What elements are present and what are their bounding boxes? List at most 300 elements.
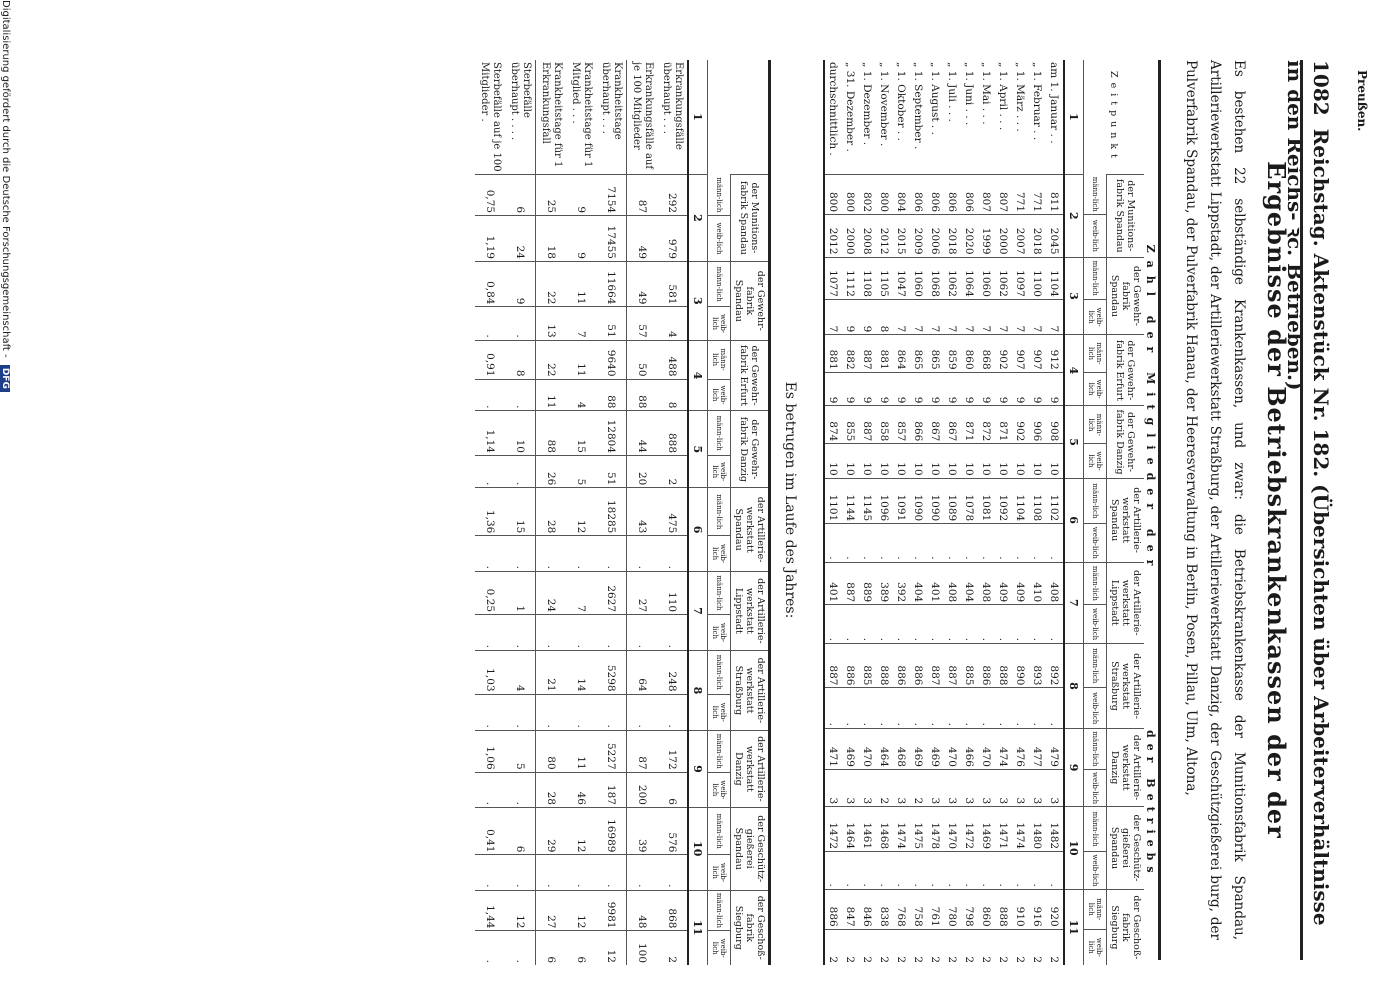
group-header: der Artillerie-werkstatt Lippstadt	[731, 571, 770, 650]
table-cell: 9	[566, 175, 596, 216]
table-cell: 1078	[961, 478, 978, 524]
table-cell: .	[910, 524, 927, 562]
row-label: „ 1. August . .	[929, 62, 942, 135]
table-cell: .	[475, 536, 505, 572]
table-cell: 11	[536, 379, 567, 411]
table-cell: 14	[566, 650, 596, 694]
table-row	[566, 60, 596, 965]
sub-header-female: weib-lich	[708, 931, 731, 965]
table-cell: 9	[824, 372, 842, 406]
row-label: Sterbefälle auf je 100 Mitglieder .	[479, 62, 502, 172]
table-cell: 292	[657, 175, 688, 216]
table-cell: 7	[1046, 299, 1064, 334]
table-cell: 2007	[1012, 215, 1029, 257]
row-label: am 1. Januar . .	[1048, 62, 1061, 144]
table-cell: 6	[566, 931, 596, 965]
table-cell: 885	[961, 644, 978, 688]
row-label: „ 1. Dezember .	[861, 62, 874, 146]
table-cell: 800	[842, 175, 859, 215]
column-number: 8	[1064, 644, 1084, 729]
table-cell: 9	[978, 372, 995, 406]
table-cell: 13	[536, 307, 567, 340]
column-number: 2	[1064, 175, 1084, 258]
table-cell: 15	[505, 488, 536, 536]
membership-table	[823, 60, 1157, 965]
table-cell: 7	[566, 307, 596, 340]
table-cell: 872	[978, 406, 995, 444]
group-header: der Geschoß-fabrik Siegburg	[731, 890, 770, 965]
table-cell: 9	[842, 372, 859, 406]
table-cell: 4	[566, 379, 596, 411]
table-cell: 11	[566, 340, 596, 379]
table-cell: 1	[505, 571, 536, 614]
table-cell: .	[859, 688, 876, 729]
table-cell: 800	[876, 175, 893, 215]
table-cell: .	[505, 772, 536, 807]
table-cell: 87	[627, 730, 658, 772]
zeitpunkt-header: Zeitpunkt	[1084, 60, 1145, 175]
table-cell: 807	[995, 175, 1012, 215]
row-label: „ 1. September .	[912, 62, 925, 150]
table-cell: 479	[1046, 728, 1064, 769]
table-cell: 22	[536, 340, 567, 379]
table-cell: 2008	[859, 215, 876, 257]
table-row	[893, 60, 910, 965]
table-cell: 172	[657, 730, 688, 772]
table-cell: .	[859, 852, 876, 890]
table-cell: 9	[995, 372, 1012, 406]
table-top-rule	[1158, 60, 1161, 960]
table-cell: 10	[876, 444, 893, 478]
column-number: 3	[1064, 257, 1084, 335]
sub-header-male: männ-lich	[1084, 406, 1107, 444]
table-cell: .	[927, 688, 944, 729]
table-cell: 401	[927, 562, 944, 605]
table-cell: 1482	[1046, 807, 1064, 852]
table-cell: 3	[978, 769, 995, 806]
table-cell: 12	[566, 488, 596, 536]
table-cell: .	[627, 536, 658, 572]
table-cell: 3	[995, 769, 1012, 806]
table-cell: 10	[1046, 444, 1064, 478]
table-cell: 9	[961, 372, 978, 406]
table-cell: 871	[961, 406, 978, 444]
table-cell: 17455	[596, 216, 627, 262]
table-cell: 858	[876, 406, 893, 444]
table-cell: 466	[961, 728, 978, 769]
table-cell: 10	[1029, 444, 1046, 478]
table-cell: 1999	[978, 215, 995, 257]
table-cell: .	[1046, 524, 1064, 562]
sub-header-female: weib-lich	[708, 379, 731, 411]
table-cell: 912	[1046, 335, 1064, 372]
table-cell: 80	[536, 730, 567, 772]
table-cell: 88	[536, 411, 567, 456]
table-cell: 889	[859, 562, 876, 605]
table-cell: .	[978, 688, 995, 729]
table-cell: 10	[978, 444, 995, 478]
table-cell: 1062	[944, 257, 961, 299]
table-cell: 2	[1012, 929, 1029, 965]
table-cell: 855	[842, 406, 859, 444]
column-number: 10	[688, 807, 708, 890]
table-cell: .	[944, 524, 961, 562]
table-cell: 7	[978, 299, 995, 334]
table-row	[978, 60, 995, 965]
table-cell: .	[475, 307, 505, 340]
table-cell: 6	[505, 807, 536, 855]
table-cell: 476	[1012, 728, 1029, 769]
table-cell: 16989	[596, 807, 627, 855]
table-cell: 21	[536, 650, 567, 694]
table-row	[536, 60, 567, 965]
table-cell: 1472	[961, 807, 978, 852]
table-cell: 908	[1046, 406, 1064, 444]
table-cell: 2018	[1029, 215, 1046, 257]
table-cell: .	[842, 605, 859, 644]
table-row	[876, 60, 893, 965]
table-cell: 865	[927, 335, 944, 372]
table-cell: 1090	[910, 478, 927, 524]
table-cell: .	[910, 688, 927, 729]
column-number: 4	[688, 340, 708, 411]
table-cell: 5298	[596, 650, 627, 694]
table-row	[995, 60, 1012, 965]
table-cell: .	[944, 852, 961, 890]
table-cell: 2	[1029, 929, 1046, 965]
table-cell: 7	[893, 299, 910, 334]
sub-header-male: männ-lich	[708, 650, 731, 694]
table-cell: 10	[842, 444, 859, 478]
table-cell: .	[1012, 852, 1029, 890]
table-cell: 7	[566, 571, 596, 614]
table-cell: 907	[1029, 335, 1046, 372]
table-cell: 64	[627, 650, 658, 694]
table-cell: 887	[859, 335, 876, 372]
column-number: 6	[1064, 478, 1084, 562]
table-cell: .	[927, 605, 944, 644]
table-cell: 2	[944, 929, 961, 965]
table-cell: 409	[1012, 562, 1029, 605]
sub-header-female: weib-lich	[1084, 605, 1107, 644]
group-header: der Gewehr-fabrik Erfurt	[731, 340, 770, 411]
table-cell: 10	[995, 444, 1012, 478]
table-cell: .	[961, 605, 978, 644]
table-cell: .	[876, 605, 893, 644]
table-cell: .	[536, 855, 567, 890]
table-cell: 979	[657, 216, 688, 262]
table-cell: 1105	[876, 257, 893, 299]
column-number: 7	[688, 571, 708, 650]
table-row	[927, 60, 944, 965]
table-row	[1046, 60, 1064, 965]
table-cell: 12	[566, 890, 596, 931]
table-cell: .	[876, 688, 893, 729]
table-cell: 3	[893, 769, 910, 806]
table-cell: 1,19	[475, 216, 505, 262]
group-header: der Gewehr-fabrik Danzig	[1107, 406, 1145, 478]
table-cell: 885	[859, 644, 876, 688]
table-cell: 881	[824, 335, 842, 372]
table-cell: 864	[893, 335, 910, 372]
sub-header-male: männ-lich	[708, 340, 731, 379]
table-cell: 2009	[910, 215, 927, 257]
table-cell: 1091	[893, 478, 910, 524]
table-cell: 468	[893, 728, 910, 769]
table-row	[657, 60, 688, 965]
table-cell: .	[505, 456, 536, 488]
table-cell: 200	[627, 772, 658, 807]
sub-header-male: männ-lich	[1084, 807, 1107, 852]
table-cell: 22	[536, 261, 567, 307]
table-cell: 2012	[876, 215, 893, 257]
table-cell: 893	[1029, 644, 1046, 688]
table-cell: .	[842, 524, 859, 562]
sub-header-female: weib-lich	[1084, 852, 1107, 890]
table-cell: 475	[657, 488, 688, 536]
table-cell: 44	[627, 411, 658, 456]
sub-header-male: männ-lich	[1084, 562, 1107, 605]
table-cell: 887	[842, 562, 859, 605]
table-cell: 10	[944, 444, 961, 478]
table-cell: .	[505, 307, 536, 340]
table-cell: 1145	[859, 478, 876, 524]
sub-header-female: weib-lich	[1084, 444, 1107, 478]
sub-header-female: weib-lich	[1084, 769, 1107, 806]
table-cell: 9	[927, 372, 944, 406]
table-cell: 1478	[927, 807, 944, 852]
table-cell: 10	[859, 444, 876, 478]
table-cell: 469	[927, 728, 944, 769]
label-header	[708, 60, 770, 175]
table-cell: 1068	[927, 257, 944, 299]
table-row	[944, 60, 961, 965]
table-cell: .	[1012, 605, 1029, 644]
table-cell: 2	[876, 769, 893, 806]
table-cell: 15	[566, 411, 596, 456]
sub-header-male: männ-lich	[1084, 644, 1107, 688]
table-cell: 576	[657, 807, 688, 855]
betrieb-heading: der Betriebs	[1144, 729, 1157, 879]
table-cell: 7154	[596, 175, 627, 216]
table-cell: 916	[1029, 889, 1046, 929]
table-cell: 26	[536, 456, 567, 488]
sub-header-female: weib-lich	[1084, 929, 1107, 965]
table-cell: 470	[944, 728, 961, 769]
table-cell: 892	[1046, 644, 1064, 688]
table-cell: 857	[893, 406, 910, 444]
table-cell: 886	[910, 644, 927, 688]
table-cell: 888	[995, 889, 1012, 929]
table-cell: 4	[657, 307, 688, 340]
table-cell: .	[505, 855, 536, 890]
table-cell: 51	[596, 456, 627, 488]
table-cell: .	[1029, 524, 1046, 562]
table-cell: 0,84	[475, 261, 505, 307]
table-cell: 474	[995, 728, 1012, 769]
table-cell: 868	[657, 890, 688, 931]
table-cell: 18285	[596, 488, 627, 536]
table-cell: 469	[842, 728, 859, 769]
table-cell: 761	[927, 889, 944, 929]
row-label: „ 1. März . . .	[1014, 62, 1027, 132]
column-number: 9	[688, 730, 708, 807]
table-cell: .	[995, 688, 1012, 729]
table-cell: 464	[876, 728, 893, 769]
table-cell: 12	[566, 807, 596, 855]
table-cell: 11664	[596, 261, 627, 307]
sub-header-female: weib-lich	[1084, 299, 1107, 334]
table-cell: 1472	[824, 807, 842, 852]
table-cell: 9	[1012, 372, 1029, 406]
table-row	[596, 60, 627, 965]
table-cell: 780	[944, 889, 961, 929]
table-cell: 0,25	[475, 571, 505, 614]
table-cell: 488	[657, 340, 688, 379]
table-cell: 2	[910, 929, 927, 965]
table-cell: 4	[505, 650, 536, 694]
table-cell: 3	[842, 769, 859, 806]
table-row	[824, 60, 842, 965]
table-cell: 1108	[859, 257, 876, 299]
table-cell: 9	[944, 372, 961, 406]
table-cell: 9	[859, 299, 876, 334]
table-cell: 408	[944, 562, 961, 605]
table-cell: .	[566, 615, 596, 651]
table-row	[627, 60, 658, 965]
table-cell: .	[842, 688, 859, 729]
table-cell: 7	[824, 299, 842, 334]
table-cell: .	[842, 852, 859, 890]
table-cell: 7	[1029, 299, 1046, 334]
table-cell: 804	[893, 175, 910, 215]
table-cell: 2	[824, 929, 842, 965]
table-cell: .	[978, 524, 995, 562]
sub-header-female: weib-lich	[708, 307, 731, 340]
table-cell: 888	[876, 644, 893, 688]
table-cell: 1464	[842, 807, 859, 852]
table-cell: 2	[995, 929, 1012, 965]
table-cell: 811	[1046, 175, 1064, 215]
sub-header-male: männ-lich	[1084, 728, 1107, 769]
sub-header-female: weib-lich	[1084, 524, 1107, 562]
sub-header-male: männ-lich	[1084, 889, 1107, 929]
header-title: Reichstag. Aktenstück Nr. 182. (Übersichten über Arbeiterverhältnisse in den Reichs- ꝛc. Betrieben.)	[1283, 60, 1333, 926]
sub-header-female: weib-lich	[708, 615, 731, 651]
column-number: 3	[688, 261, 708, 340]
table-cell: .	[475, 855, 505, 890]
table-cell: 404	[910, 562, 927, 605]
table-cell: .	[1046, 852, 1064, 890]
table-cell: 2	[978, 929, 995, 965]
table-cell: 882	[842, 335, 859, 372]
table-cell: 8	[505, 340, 536, 379]
row-label: „ 31. Dezember .	[844, 62, 857, 152]
table-cell: 1102	[1046, 478, 1064, 524]
group-header: der Artillerie-werkstatt Danzig	[731, 730, 770, 807]
column-number: 8	[688, 650, 708, 730]
group-header: der Geschoß-fabrik Siegburg	[1107, 889, 1145, 965]
group-header: der Artillerie-werkstatt Straßburg	[1107, 644, 1145, 729]
table-cell: 20	[627, 456, 658, 488]
table-cell: .	[536, 694, 567, 730]
table-cell: 874	[824, 406, 842, 444]
table-cell: 248	[657, 650, 688, 694]
table-cell: 87	[627, 175, 658, 216]
table-cell: .	[505, 694, 536, 730]
table-cell: 906	[1029, 406, 1046, 444]
sub-header-female: weib-lich	[708, 536, 731, 572]
table-cell: .	[505, 931, 536, 965]
table-cell: 886	[978, 644, 995, 688]
table-cell: 1,06	[475, 730, 505, 772]
table-cell: 11	[566, 261, 596, 307]
table-cell: .	[944, 605, 961, 644]
table-cell: 2018	[944, 215, 961, 257]
table-cell: 2	[910, 769, 927, 806]
table-cell: .	[824, 524, 842, 562]
table-cell: 7	[961, 299, 978, 334]
column-number: 10	[1064, 807, 1084, 890]
table-cell: 410	[1029, 562, 1046, 605]
group-header: der Geschütz-gießerei Spandau	[1107, 807, 1145, 890]
table-cell: 806	[961, 175, 978, 215]
table-cell: .	[978, 605, 995, 644]
table-cell: 1469	[978, 807, 995, 852]
table-cell: 3	[859, 769, 876, 806]
table-cell: 28	[536, 488, 567, 536]
table-cell: 1474	[1012, 807, 1029, 852]
table-cell: 9	[566, 216, 596, 262]
zahl-heading: Zahl der Mitglieder der	[1144, 244, 1157, 574]
table-cell: 9	[505, 261, 536, 307]
table-row	[1012, 60, 1029, 965]
table-cell: .	[961, 688, 978, 729]
table-cell: .	[596, 694, 627, 730]
table-cell: 10	[1012, 444, 1029, 478]
table-cell: .	[475, 615, 505, 651]
row-label: durchschnittlich .	[824, 60, 842, 175]
table-cell: 1104	[1012, 478, 1029, 524]
table-cell: 1108	[1029, 478, 1046, 524]
row-label: „ 1. Oktober . .	[895, 62, 908, 141]
table-cell: 404	[961, 562, 978, 605]
table-cell: 581	[657, 261, 688, 307]
group-header: der Gewehr-fabrik Spandau	[731, 261, 770, 340]
table-cell: 3	[1012, 769, 1029, 806]
table-cell: 1090	[927, 478, 944, 524]
table-cell: 2	[859, 929, 876, 965]
table-cell: 859	[944, 335, 961, 372]
table-cell: 28	[536, 772, 567, 807]
table-cell: 886	[824, 889, 842, 929]
column-number: 5	[1064, 406, 1084, 478]
table-row	[1029, 60, 1046, 965]
table-cell: 469	[910, 728, 927, 769]
table-cell: 1480	[1029, 807, 1046, 852]
table-cell: 890	[1012, 644, 1029, 688]
table-cell: 3	[1046, 769, 1064, 806]
table-cell: .	[627, 855, 658, 890]
table-cell: 51	[596, 307, 627, 340]
column-number: 9	[1064, 728, 1084, 806]
table-cell: .	[876, 852, 893, 890]
table-cell: 9981	[596, 890, 627, 931]
column-number: 11	[1064, 889, 1084, 965]
table-cell: .	[566, 694, 596, 730]
table-cell: .	[893, 688, 910, 729]
table-cell: 7	[927, 299, 944, 334]
